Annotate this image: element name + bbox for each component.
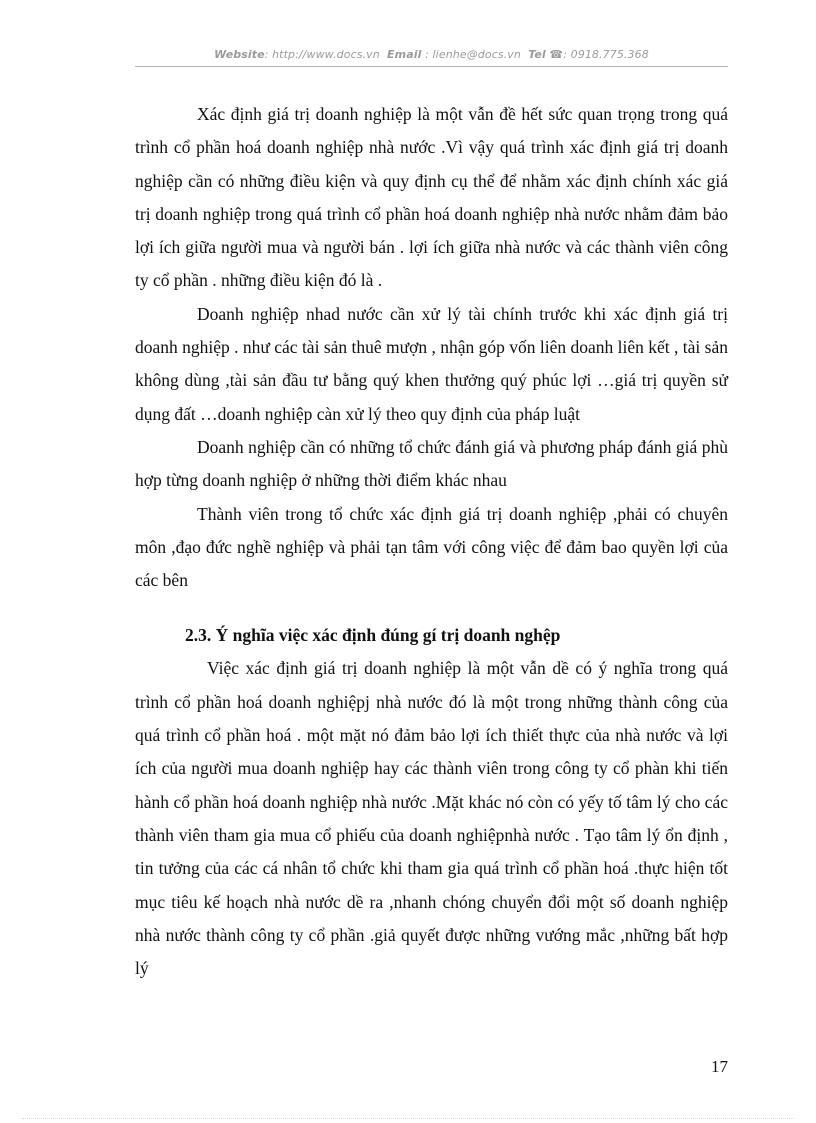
section-heading: 2.3. Ý nghĩa việc xác định đúng gí trị doanh nghệp <box>185 625 561 646</box>
phone-icon: ☎ <box>549 48 564 61</box>
page-header <box>135 48 728 61</box>
website-label: Website <box>214 48 265 61</box>
tel-value: : 0918.775.368 <box>563 48 649 61</box>
footer-divider <box>22 1118 794 1119</box>
body-paragraph: Xác định giá trị doanh nghiệp là một vẫn đề hết sức quan trọng trong quá trình cổ phần hoá doanh nghiệp nhà nước .Vì vậy quá trình xác định giá trị doanh nghiệp cần có những điều kiện và quy định cụ thể để nhằm xác định chính xác giá trị doanh nghiệp trong quá trình cổ phần hoá doanh nghiệp nhà nước nhằm đảm bảo lợi ích giữa người mua và người bán . lợi ích giữa nhà nước và các thành viên công ty cổ phần . những điều kiện đó là . <box>135 104 728 291</box>
body-paragraph: Doanh nghiệp cần có những tổ chức đánh giá và phương pháp đánh giá phù hợp từng doanh nghiệp ở những thời điểm khác nhau <box>135 436 728 491</box>
document-body <box>135 98 728 985</box>
website-value: : http://www.docs.vn <box>264 48 380 61</box>
header-divider <box>135 66 728 67</box>
body-paragraph: Thành viên trong tổ chức xác định giá trị doanh nghiệp ,phải có chuyên môn ,đạo đức nghề nghiệp và phải tạn tâm với công việc để đảm bao quyền lợi của các bên <box>135 503 728 591</box>
page-number: 17 <box>711 1057 728 1076</box>
email-value: : lienhe@docs.vn <box>425 48 521 61</box>
tel-label: Tel <box>528 48 546 61</box>
body-paragraph: Doanh nghiệp nhad nước cần xử lý tài chính trước khi xác định giá trị doanh nghiệp . như các tài sản thuê mượn , nhận góp vốn liên doanh liên kết , tài sản không dùng ,tài sản đầu tư bằng quý khen thưởng quý phúc lợi …giá trị quyền sử dụng đất …doanh nghiệp càn xử lý theo quy định của pháp luật <box>135 303 728 424</box>
section-paragraph: Việc xác định giá trị doanh nghiệp là một vẫn dề có ý nghĩa trong quá trình cổ phần hoá doanh nghiệpj nhà nước đó là một trong những thành công của quá trình cổ phần hoá . một mặt nó đảm bảo lợi ích thiết thực của nhà nước và lợi ích của người mua doanh nghiệp hay các thành viên trong công ty cổ phàn khi tiến hành cổ phần hoá doanh nghiệp nhà nước .Mặt khác nó còn có yếy tố tâm lý cho các thành viên tham gia mua cổ phiếu của doanh nghiệpnhà nước . Tạo tâm lý ổn định , tin tưởng của các cá nhân tổ chức khi tham gia quá trình cổ phần hoá .thực hiện tốt mục tiêu kế hoạch nhà nước dề ra ,nhanh chóng chuyển đổi một số doanh nghiệp nhà nước thành công ty cổ phần .giả quyết được những vướng mắc ,những bất hợp lý <box>135 658 728 979</box>
email-label: Email <box>387 48 422 61</box>
